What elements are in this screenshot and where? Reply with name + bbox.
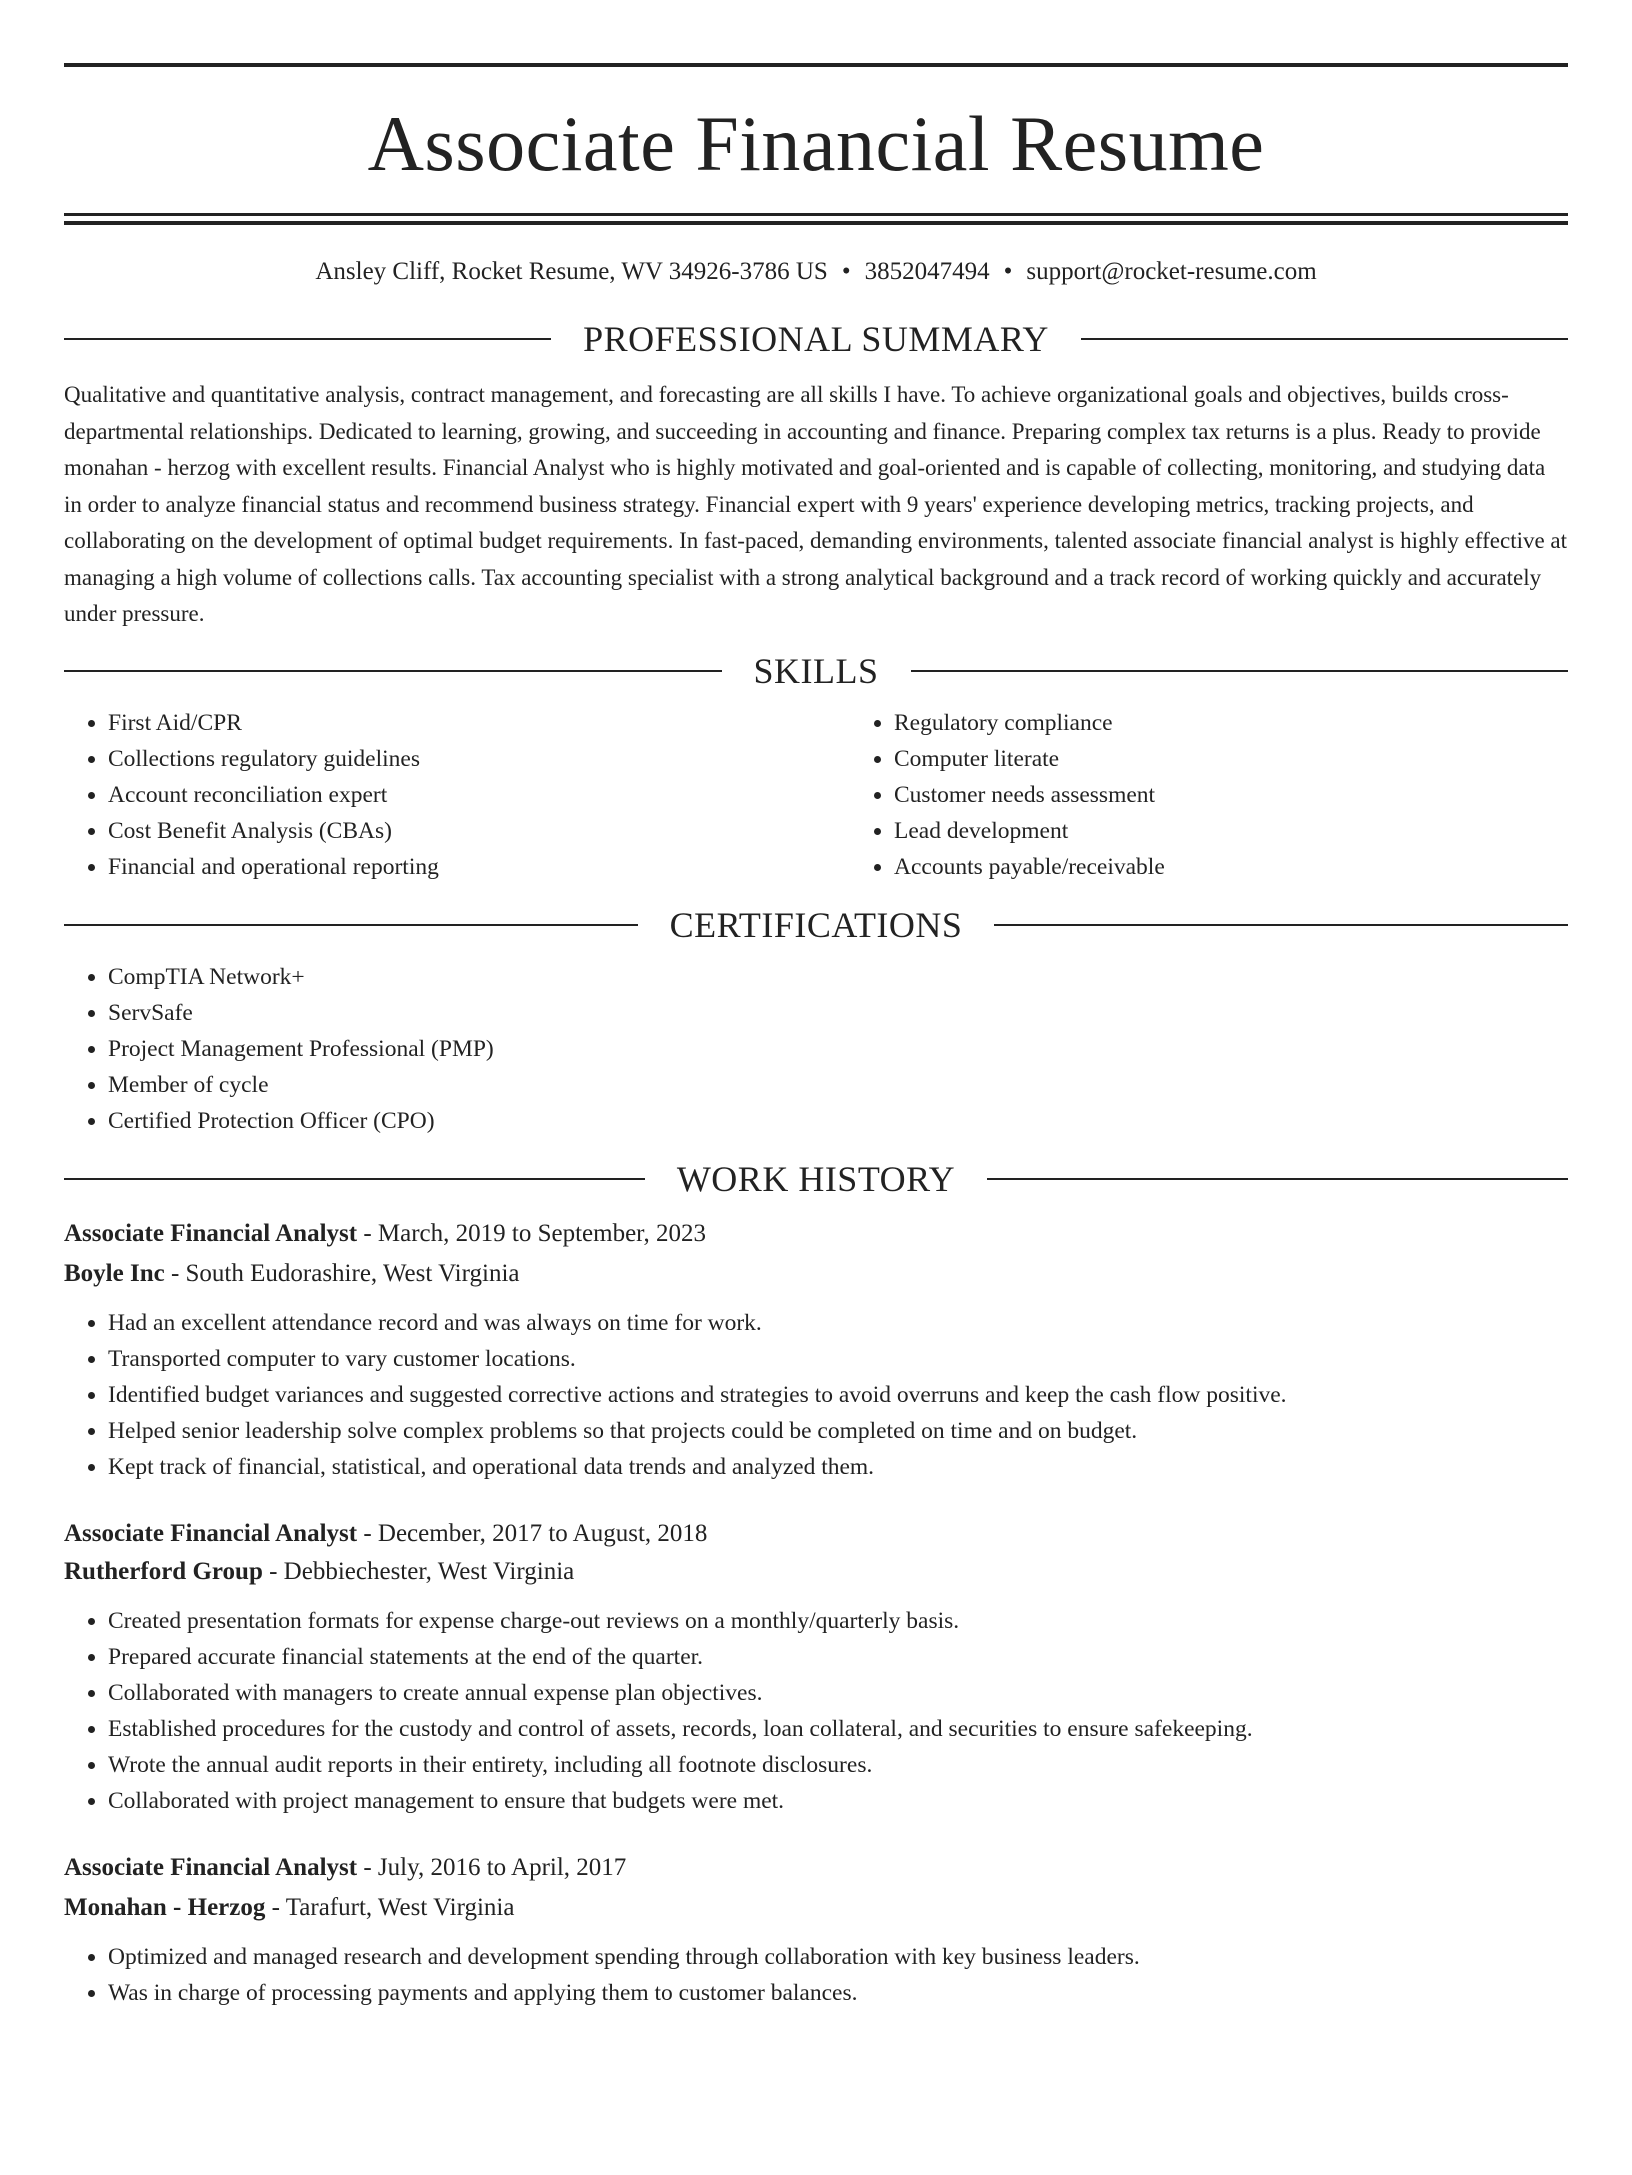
certification-item: • Project Management Professional (PMP) xyxy=(108,1031,1568,1067)
header-rule-left xyxy=(64,1178,645,1180)
skill-item: • First Aid/CPR xyxy=(108,705,850,741)
top-rule xyxy=(64,63,1568,67)
skill-item: • Computer literate xyxy=(894,741,1632,777)
contact-address: Ansley Cliff, Rocket Resume, WV 34926-3786 US xyxy=(315,258,828,285)
job-bullet: • Was in charge of processing payments and applying them to customer balances. xyxy=(108,1975,1568,2011)
summary-section-header xyxy=(64,321,1568,357)
contact-email[interactable]: support@rocket-resume.com xyxy=(1026,258,1317,285)
certifications-section-header xyxy=(64,904,1568,945)
header-rule-left xyxy=(64,338,551,340)
job-title: Associate Financial Analyst xyxy=(64,1519,358,1547)
certifications-heading: CERTIFICATIONS xyxy=(669,904,963,945)
job-bullet: • Established procedures for the custody and control of assets, records, loan collateral, and securities to ensure safekeeping. xyxy=(108,1711,1568,1747)
job-entry xyxy=(64,1853,1568,2011)
job-location: - South Eudorashire, West Virginia xyxy=(164,1259,520,1287)
header-rule-right xyxy=(987,1178,1568,1180)
certifications-list xyxy=(64,959,1568,1139)
skills-section-header xyxy=(64,650,1568,691)
job-dates: - July, 2016 to April, 2017 xyxy=(357,1853,627,1881)
summary-text: Qualitative and quantitative analysis, contract management, and forecasting are all skills I have. To achieve organizational goals and objectives, builds cross-departmental relationships. Dedicated to learning, growing, and succeeding in accounting and finance. Preparing complex tax returns is a plus. Ready to provide monahan - herzog with excellent results. Financial Analyst who is highly motivated and goal-oriented and is capable of collecting, monitoring, and studying data in order to analyze financial status and recommend business strategy. Financial expert with 9 years' experience developing metrics, tracking projects, and collaborating on the development of optimal budget requirements. In fast-paced, demanding environments, talented associate financial analyst is highly effective at managing a high volume of collections calls. Tax accounting specialist with a strong analytical background and a track record of working quickly and accurately under pressure. xyxy=(64,382,1568,626)
job-bullet: • Wrote the annual audit reports in their entirety, including all footnote disclosures. xyxy=(108,1747,1568,1783)
job-title-line xyxy=(64,1219,1568,1249)
header-rule-right xyxy=(1081,338,1568,340)
job-bullet: • Transported computer to vary customer locations. xyxy=(108,1341,1568,1377)
skills-right-list xyxy=(850,705,1632,885)
header-rule-right xyxy=(911,670,1569,672)
resume-page xyxy=(0,63,1632,2175)
header-rule-right xyxy=(994,924,1568,926)
certification-item: • Certified Protection Officer (CPO) xyxy=(108,1103,1568,1139)
job-bullets xyxy=(64,1603,1568,1819)
job-entry xyxy=(64,1219,1568,1485)
skills-left-list xyxy=(64,705,850,885)
skill-item: • Customer needs assessment xyxy=(894,777,1632,813)
contact-phone: 3852047494 xyxy=(864,258,990,285)
job-company-line xyxy=(64,1893,1568,1923)
job-location: - Tarafurt, West Virginia xyxy=(265,1893,515,1921)
job-bullet: • Created presentation formats for expense charge-out reviews on a monthly/quarterly basis. xyxy=(108,1603,1568,1639)
contact-separator: • xyxy=(841,258,851,285)
work-heading: WORK HISTORY xyxy=(676,1158,956,1199)
job-bullet: • Kept track of financial, statistical, and operational data trends and analyzed them. xyxy=(108,1449,1568,1485)
page-title: Associate Financial Resume xyxy=(367,100,1265,187)
job-entry xyxy=(64,1519,1568,1819)
job-company: Monahan - Herzog xyxy=(64,1893,266,1921)
job-company-line xyxy=(64,1259,1568,1289)
contact-separator: • xyxy=(1003,258,1013,285)
work-section-header xyxy=(64,1158,1568,1199)
job-title-line xyxy=(64,1519,1568,1549)
job-company: Rutherford Group xyxy=(64,1557,263,1585)
job-bullet: • Collaborated with project management to ensure that budgets were met. xyxy=(108,1783,1568,1819)
job-bullets xyxy=(64,1939,1568,2011)
job-title: Associate Financial Analyst xyxy=(64,1853,358,1881)
header-rule-left xyxy=(64,670,722,672)
title-double-rule xyxy=(64,213,1568,225)
skill-item: • Regulatory compliance xyxy=(894,705,1632,741)
skills-grid xyxy=(64,705,1568,885)
job-company: Boyle Inc xyxy=(64,1259,165,1287)
skill-item: • Financial and operational reporting xyxy=(108,849,850,885)
job-dates: - December, 2017 to August, 2018 xyxy=(357,1519,708,1547)
contact-line xyxy=(64,257,1568,287)
job-bullet: • Optimized and managed research and development spending through collaboration with key business leaders. xyxy=(108,1939,1568,1975)
job-bullet: • Had an excellent attendance record and was always on time for work. xyxy=(108,1305,1568,1341)
summary-heading: PROFESSIONAL SUMMARY xyxy=(583,319,1049,359)
job-title: Associate Financial Analyst xyxy=(64,1219,358,1247)
certification-item: • CompTIA Network+ xyxy=(108,959,1568,995)
job-bullet: • Helped senior leadership solve complex problems so that projects could be completed on time and on budget. xyxy=(108,1413,1568,1449)
job-location: - Debbiechester, West Virginia xyxy=(262,1557,575,1585)
skill-item: • Account reconciliation expert xyxy=(108,777,850,813)
job-bullet: • Collaborated with managers to create annual expense plan objectives. xyxy=(108,1675,1568,1711)
job-title-line xyxy=(64,1853,1568,1883)
skills-heading: SKILLS xyxy=(753,650,879,691)
job-dates: - March, 2019 to September, 2023 xyxy=(357,1219,707,1247)
skill-item: • Cost Benefit Analysis (CBAs) xyxy=(108,813,850,849)
skill-item: • Accounts payable/receivable xyxy=(894,849,1632,885)
skill-item: • Lead development xyxy=(894,813,1632,849)
job-bullet: • Prepared accurate financial statements at the end of the quarter. xyxy=(108,1639,1568,1675)
certification-item: • ServSafe xyxy=(108,995,1568,1031)
header-rule-left xyxy=(64,924,638,926)
job-bullets xyxy=(64,1305,1568,1485)
job-company-line xyxy=(64,1557,1568,1587)
certification-item: • Member of cycle xyxy=(108,1067,1568,1103)
job-bullet: • Identified budget variances and suggested corrective actions and strategies to avoid overruns and keep the cash flow positive. xyxy=(108,1377,1568,1413)
skill-item: • Collections regulatory guidelines xyxy=(108,741,850,777)
